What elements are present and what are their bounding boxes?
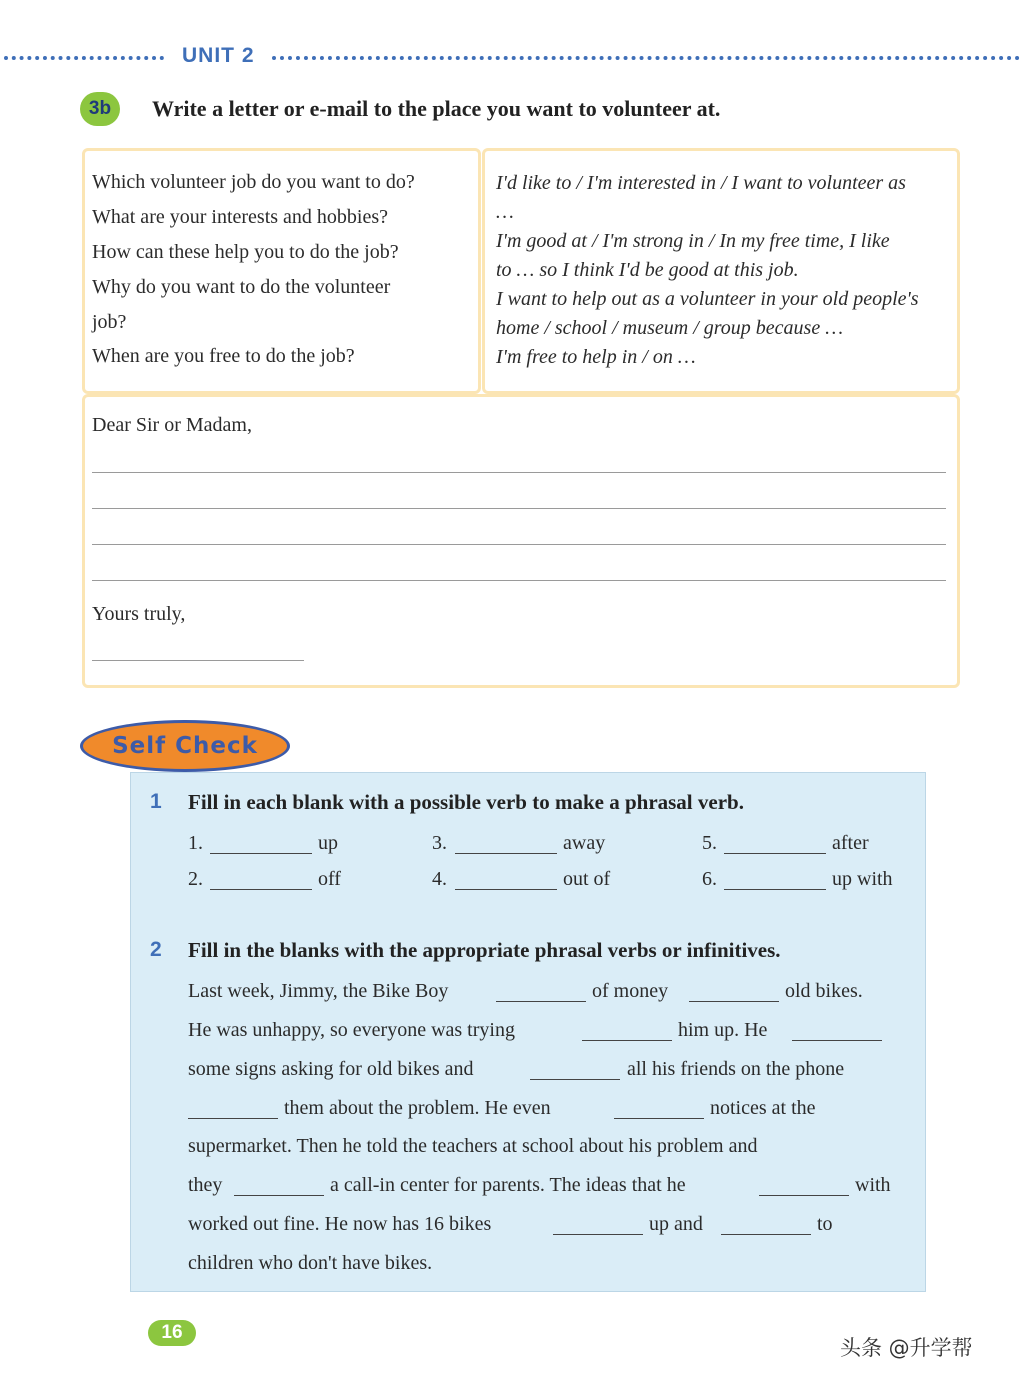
ex1-item-number: 1. [188, 832, 203, 854]
exercise-2-title: Fill in the blanks with the appropriate phrasal verbs or infinitives. [188, 938, 781, 962]
answer-prompt-line: … [496, 201, 514, 223]
ex2-blank[interactable] [188, 1118, 278, 1119]
ex1-item-number: 2. [188, 868, 203, 890]
self-check-badge: Self Check [80, 720, 290, 772]
ex1-item-word: after [832, 832, 869, 854]
answer-prompt-line: I'd like to / I'm interested in / I want to volunteer as [496, 172, 906, 194]
ex2-text: a call-in center for parents. The ideas that he [330, 1174, 686, 1196]
watermark: 头条 @升学帮 [840, 1336, 973, 1360]
ex2-text: all his friends on the phone [627, 1058, 845, 1080]
ex2-text: them about the problem. He even [284, 1097, 551, 1119]
ex1-blank[interactable] [210, 889, 312, 890]
ex2-text: up and [649, 1213, 703, 1235]
letter-writing-line[interactable] [92, 508, 946, 509]
question-line: Why do you want to do the volunteer [92, 276, 391, 298]
ex2-blank[interactable] [530, 1079, 620, 1080]
ex1-item-number: 6. [702, 868, 717, 890]
letter-writing-line[interactable] [92, 472, 946, 473]
ex2-blank[interactable] [234, 1195, 324, 1196]
ex1-item-word: up with [832, 868, 893, 890]
letter-writing-line[interactable] [92, 580, 946, 581]
ex1-item-word: away [563, 832, 606, 854]
ex1-item-word: off [318, 868, 341, 890]
ex2-blank[interactable] [553, 1234, 643, 1235]
ex2-text: him up. He [678, 1019, 768, 1041]
exercise-1-number: 1 [150, 790, 162, 813]
unit-label: UNIT 2 [182, 44, 255, 67]
signature-line[interactable] [92, 660, 304, 661]
letter-box [82, 394, 960, 688]
ex1-blank[interactable] [210, 853, 312, 854]
ex2-blank[interactable] [792, 1040, 882, 1041]
ex1-item-number: 5. [702, 832, 717, 854]
ex1-blank[interactable] [724, 889, 826, 890]
ex1-item-word: out of [563, 868, 611, 890]
exercise-1-title: Fill in each blank with a possible verb to make a phrasal verb. [188, 790, 744, 814]
header-dotted-rule-left [4, 56, 164, 60]
exercise-3b-instruction: Write a letter or e-mail to the place you want to volunteer at. [152, 96, 721, 121]
exercise-2-number: 2 [150, 938, 162, 961]
ex2-text: He was unhappy, so everyone was trying [188, 1019, 515, 1041]
letter-greeting: Dear Sir or Madam, [92, 414, 252, 436]
ex1-blank[interactable] [455, 889, 557, 890]
ex2-blank[interactable] [614, 1118, 704, 1119]
ex2-text: some signs asking for old bikes and [188, 1058, 474, 1080]
ex2-text: supermarket. Then he told the teachers at school about his problem and [188, 1135, 758, 1157]
ex1-item-number: 3. [432, 832, 447, 854]
letter-closing: Yours truly, [92, 603, 186, 625]
ex1-item-word: up [318, 832, 338, 854]
ex2-text: notices at the [710, 1097, 816, 1119]
question-line: When are you free to do the job? [92, 345, 355, 367]
answer-prompt-line: I want to help out as a volunteer in your old people's [496, 288, 919, 310]
question-line: job? [92, 311, 127, 333]
ex2-text: of money [592, 980, 669, 1002]
question-line: How can these help you to do the job? [92, 241, 399, 263]
question-line: What are your interests and hobbies? [92, 206, 389, 228]
ex1-item-number: 4. [432, 868, 447, 890]
letter-writing-line[interactable] [92, 544, 946, 545]
ex2-text: to [817, 1213, 833, 1235]
ex2-text: they [188, 1174, 223, 1196]
answer-prompt-line: home / school / museum / group because … [496, 317, 843, 339]
ex2-text: with [855, 1174, 891, 1196]
ex2-text: old bikes. [785, 980, 863, 1002]
exercise-3b-badge: 3b [80, 92, 120, 126]
ex2-blank[interactable] [689, 1001, 779, 1002]
ex2-blank[interactable] [496, 1001, 586, 1002]
ex1-blank[interactable] [724, 853, 826, 854]
ex2-text: children who don't have bikes. [188, 1252, 433, 1274]
ex2-blank[interactable] [721, 1234, 811, 1235]
question-line: Which volunteer job do you want to do? [92, 171, 415, 193]
ex2-blank[interactable] [582, 1040, 672, 1041]
header-dotted-rule-right [272, 56, 1020, 60]
answer-prompt-line: to … so I think I'd be good at this job. [496, 259, 799, 281]
ex1-blank[interactable] [455, 853, 557, 854]
ex2-blank[interactable] [759, 1195, 849, 1196]
ex2-text: worked out fine. He now has 16 bikes [188, 1213, 492, 1235]
answer-prompt-line: I'm good at / I'm strong in / In my free time, I like [496, 230, 890, 252]
page-number: 16 [148, 1320, 196, 1346]
ex2-text: Last week, Jimmy, the Bike Boy [188, 980, 449, 1002]
answer-prompt-line: I'm free to help in / on … [496, 346, 696, 368]
